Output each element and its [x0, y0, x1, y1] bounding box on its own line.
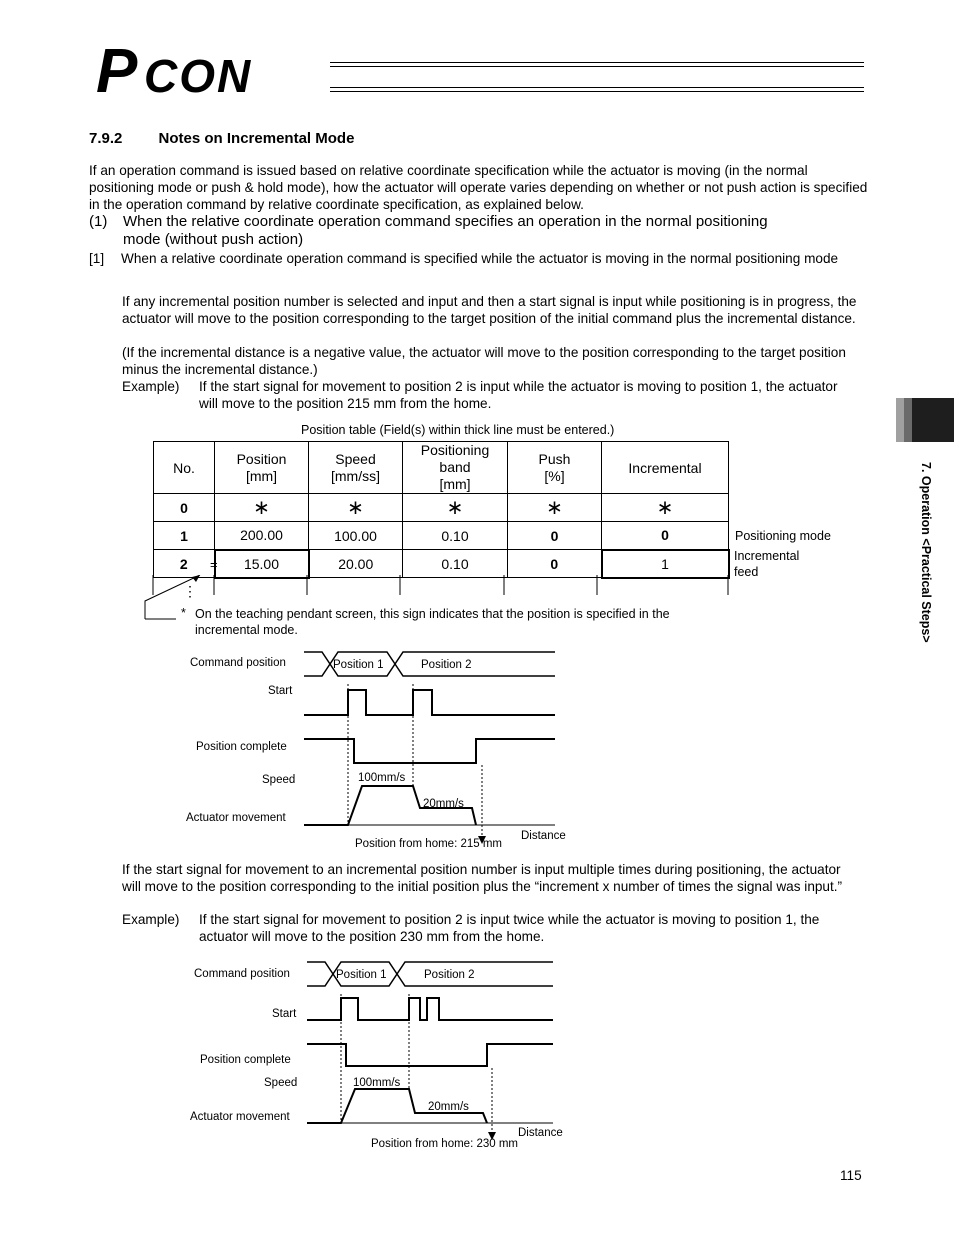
cell-push: ∗ [508, 494, 602, 522]
timing-diagram-2 [303, 958, 573, 1148]
cell-band: 0.10 [403, 550, 508, 578]
cell-speed: 20.00 [309, 550, 403, 578]
cell-incremental: 1 [602, 550, 729, 578]
para2: (If the incremental distance is a negative value, the actuator will move to the position corresponding to the target position minus the incremental distance.) [122, 345, 846, 377]
position-table [153, 441, 730, 579]
cell-speed: ∗ [309, 494, 403, 522]
cell-speed: 100.00 [309, 522, 403, 550]
timing-diagram-1 [300, 648, 570, 858]
t1-label-start: Start [268, 685, 293, 697]
t2-label-command: Command position [194, 968, 290, 980]
para1: If any incremental position number is selected and input and then a start signal is input while positioning is in progress, the actuator will move to the position corresponding to the target position of the initial command plus the incremental distance. [122, 294, 857, 326]
t2-pos1: Position 1 [336, 969, 387, 981]
cell-no: 1 [154, 522, 215, 550]
header-rule [330, 62, 864, 63]
example2-text: If the start signal for movement to position 2 is input twice while the actuator is moving to position 1, the actuator will move to the position 230 mm from the home. [199, 912, 820, 944]
intro-paragraph: If an operation command is issued based on relative coordinate specification while the actuator is moving (in the normal positioning mode or push & hold mode), how the actuator will operate varies depending on whether or not push action is specified in the operation command by relative coordinate specification, as explained below. [89, 163, 868, 212]
cell-band: ∗ [403, 494, 508, 522]
header-rule [330, 91, 864, 92]
pcon-logo [96, 44, 336, 109]
sub1-text: When a relative coordinate operation command is specified while the actuator is moving in the normal positioning mode [121, 251, 839, 266]
header-speed: Speed [mm/ss] [309, 442, 403, 494]
cell-push: 0 [508, 522, 602, 550]
cell-no: 0 [154, 494, 215, 522]
cell-position: 15.00 [215, 550, 309, 578]
cell-position: 200.00 [215, 522, 309, 550]
logo-letter-p: P [96, 44, 139, 100]
header-positioning-band: Positioning band [mm] [403, 442, 508, 494]
table-ellipsis: ⋮ [183, 583, 197, 599]
chapter-tab-marker [896, 398, 954, 442]
note-star: * [181, 606, 186, 620]
table-row [154, 550, 729, 578]
t1-label-complete: Position complete [196, 741, 287, 753]
example1-label: Example) [122, 379, 180, 394]
t2-speed-hi: 100mm/s [353, 1077, 401, 1089]
t1-label-speed: Speed [262, 774, 296, 786]
example2-label: Example) [122, 912, 180, 927]
cell-no: 2 [154, 550, 215, 578]
cell-incremental: ∗ [602, 494, 729, 522]
pcon-logo-graphic [96, 44, 336, 100]
header-rule [330, 87, 864, 88]
t2-speed-lo: 20mm/s [428, 1101, 469, 1113]
label-positioning-mode: Positioning mode [735, 529, 831, 543]
table-header-row [154, 442, 729, 494]
cell-band: 0.10 [403, 522, 508, 550]
t2-label-movement: Actuator movement [190, 1111, 290, 1123]
section-number: 7.9.2 [89, 130, 123, 147]
item1-text-line2: mode (without push action) [123, 231, 304, 248]
t2-label-complete: Position complete [200, 1054, 291, 1066]
page-number: 115 [840, 1168, 862, 1183]
label-feed: feed [734, 565, 759, 579]
t1-speed-lo: 20mm/s [423, 798, 464, 810]
label-incremental: Incremental [734, 549, 800, 563]
t1-speed-hi: 100mm/s [358, 772, 406, 784]
header-incremental: Incremental [602, 442, 729, 494]
t1-home: Position from home: 215 mm [355, 838, 503, 850]
header-push: Push [%] [508, 442, 602, 494]
logo-letters-con: CON [144, 50, 253, 100]
t1-pos1: Position 1 [333, 659, 384, 671]
t1-label-movement: Actuator movement [186, 812, 286, 824]
item1-number: (1) [89, 213, 108, 230]
para3: If the start signal for movement to an incremental position number is input multiple times during positioning, the actuator will move to the position corresponding to the initial position plus the “increment x number of times the signal was input.” [122, 862, 843, 894]
table-note: On the teaching pendant screen, this sign indicates that the position is specified in the incremental mode. [195, 607, 670, 637]
table-caption: Position table (Field(s) within thick line must be entered.) [301, 423, 615, 437]
t1-pos2: Position 2 [421, 659, 472, 671]
row2-marker: = [210, 557, 218, 572]
sub1-number: [1] [89, 251, 105, 266]
t2-pos2: Position 2 [424, 969, 475, 981]
t2-home: Position from home: 230 mm [371, 1138, 519, 1150]
item1-text-line1: When the relative coordinate operation command specifies an operation in the normal positioning [123, 213, 768, 230]
header-position: Position [mm] [215, 442, 309, 494]
example1-text: If the start signal for movement to position 2 is input while the actuator is moving to position 1, the actuator will move to the position 215 mm from the home. [199, 379, 838, 411]
table-row [154, 494, 729, 522]
section-heading [89, 130, 386, 147]
t2-label-start: Start [272, 1008, 297, 1020]
cell-position: ∗ [215, 494, 309, 522]
table-row [154, 522, 729, 550]
side-tab-text: 7. Operation <Practical Steps> [919, 462, 933, 643]
cell-push: 0 [508, 550, 602, 578]
header-no: No. [154, 442, 215, 494]
t2-distance: Distance [518, 1127, 563, 1139]
cell-incremental: 0 [602, 522, 729, 550]
section-title: Notes on Incremental Mode [158, 130, 355, 147]
t2-label-speed: Speed [264, 1077, 298, 1089]
t1-label-command: Command position [190, 657, 286, 669]
chapter-side-title [912, 460, 942, 700]
t1-distance: Distance [521, 830, 566, 842]
header-rule [330, 66, 864, 67]
